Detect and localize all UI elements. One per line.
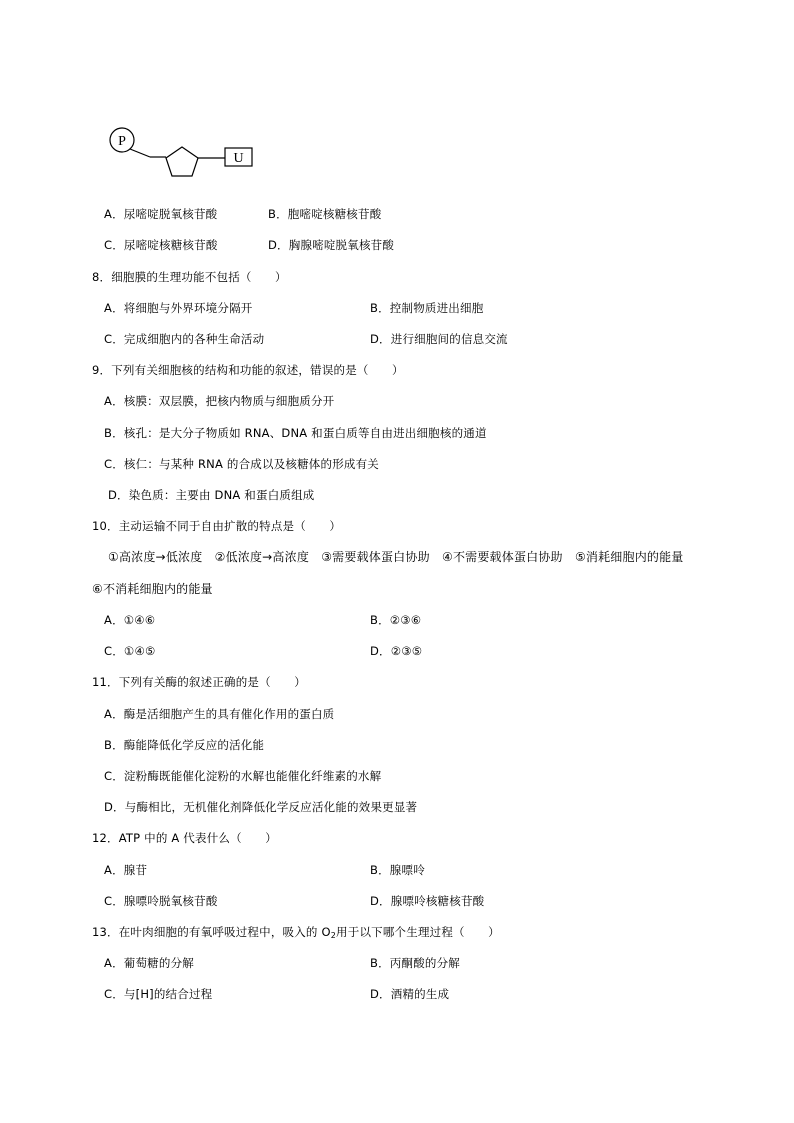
q12-stem: 12．ATP 中的 A 代表什么（ ） <box>92 831 277 845</box>
q9-option-d: D．染色质：主要由 DNA 和蛋白质组成 <box>108 488 315 502</box>
q9-option-c: C．核仁：与某种 RNA 的合成以及核糖体的形成有关 <box>104 457 379 471</box>
q11-option-a: A．酶是活细胞产生的具有催化作用的蛋白质 <box>104 707 335 721</box>
q11-option-c: C．淀粉酶既能催化淀粉的水解也能催化纤维素的水解 <box>104 769 382 783</box>
q7-option-b: B．胞嘧啶核糖核苷酸 <box>268 207 382 221</box>
q7-option-a: A．尿嘧啶脱氧核苷酸 <box>104 207 218 221</box>
q12-option-b: B．腺嘌呤 <box>370 863 425 877</box>
base-label: U <box>233 151 244 166</box>
phosphate-label: P <box>118 134 126 149</box>
q10-statements-line1: ①高浓度→低浓度 ②低浓度→高浓度 ③需要载体蛋白协助 ④不需要载体蛋白协助 ⑤消耗细胞内的能量 <box>108 550 684 564</box>
nucleotide-diagram <box>100 120 270 190</box>
q10-option-b: B．②③⑥ <box>370 613 422 627</box>
q11-option-d: D．与酶相比，无机催化剂降低化学反应活化能的效果更显著 <box>104 800 418 814</box>
q10-statements-line2: ⑥不消耗细胞内的能量 <box>92 582 213 596</box>
q13-stem-after: 用于以下哪个生理过程（ ） <box>336 925 500 939</box>
q9-option-b: B．核孔：是大分子物质如 RNA、DNA 和蛋白质等自由进出细胞核的通道 <box>104 426 487 440</box>
q12-option-d: D．腺嘌呤核糖核苷酸 <box>370 894 485 908</box>
q13-stem-subscript: 2 <box>330 931 337 940</box>
q13-stem <box>92 924 500 944</box>
q13-option-c: C．与[H]的结合过程 <box>104 987 213 1001</box>
q13-stem-before: 13．在叶肉细胞的有氧呼吸过程中，吸入的 O <box>92 925 331 939</box>
q8-option-b: B．控制物质进出细胞 <box>370 301 484 315</box>
q13-option-b: B．丙酮酸的分解 <box>370 956 460 970</box>
q10-option-a: A．①④⑥ <box>104 613 156 627</box>
q11-stem: 11．下列有关酶的叙述正确的是（ ） <box>92 675 306 689</box>
pentose-sugar-pentagon <box>166 147 198 176</box>
phosphate-bond <box>130 149 150 157</box>
q9-option-a: A．核膜：双层膜，把核内物质与细胞质分开 <box>104 394 335 408</box>
q10-option-c: C．①④⑤ <box>104 644 156 658</box>
q13-option-d: D．酒精的生成 <box>370 987 450 1001</box>
q12-option-a: A．腺苷 <box>104 863 148 877</box>
q8-option-c: C．完成细胞内的各种生命活动 <box>104 332 265 346</box>
q8-stem: 8．细胞膜的生理功能不包括（ ） <box>92 270 287 284</box>
q10-option-d: D．②③⑤ <box>370 644 423 658</box>
q12-option-c: C．腺嘌呤脱氧核苷酸 <box>104 894 218 908</box>
q13-option-a: A．葡萄糖的分解 <box>104 956 194 970</box>
q8-option-a: A．将细胞与外界环境分隔开 <box>104 301 253 315</box>
q7-option-d: D．胸腺嘧啶脱氧核苷酸 <box>268 238 395 252</box>
q8-option-d: D．进行细胞间的信息交流 <box>370 332 508 346</box>
q11-option-b: B．酶能降低化学反应的活化能 <box>104 738 265 752</box>
q9-stem: 9．下列有关细胞核的结构和功能的叙述，错误的是（ ） <box>92 363 404 377</box>
q7-option-c: C．尿嘧啶核糖核苷酸 <box>104 238 218 252</box>
q10-stem: 10．主动运输不同于自由扩散的特点是（ ） <box>92 519 342 533</box>
